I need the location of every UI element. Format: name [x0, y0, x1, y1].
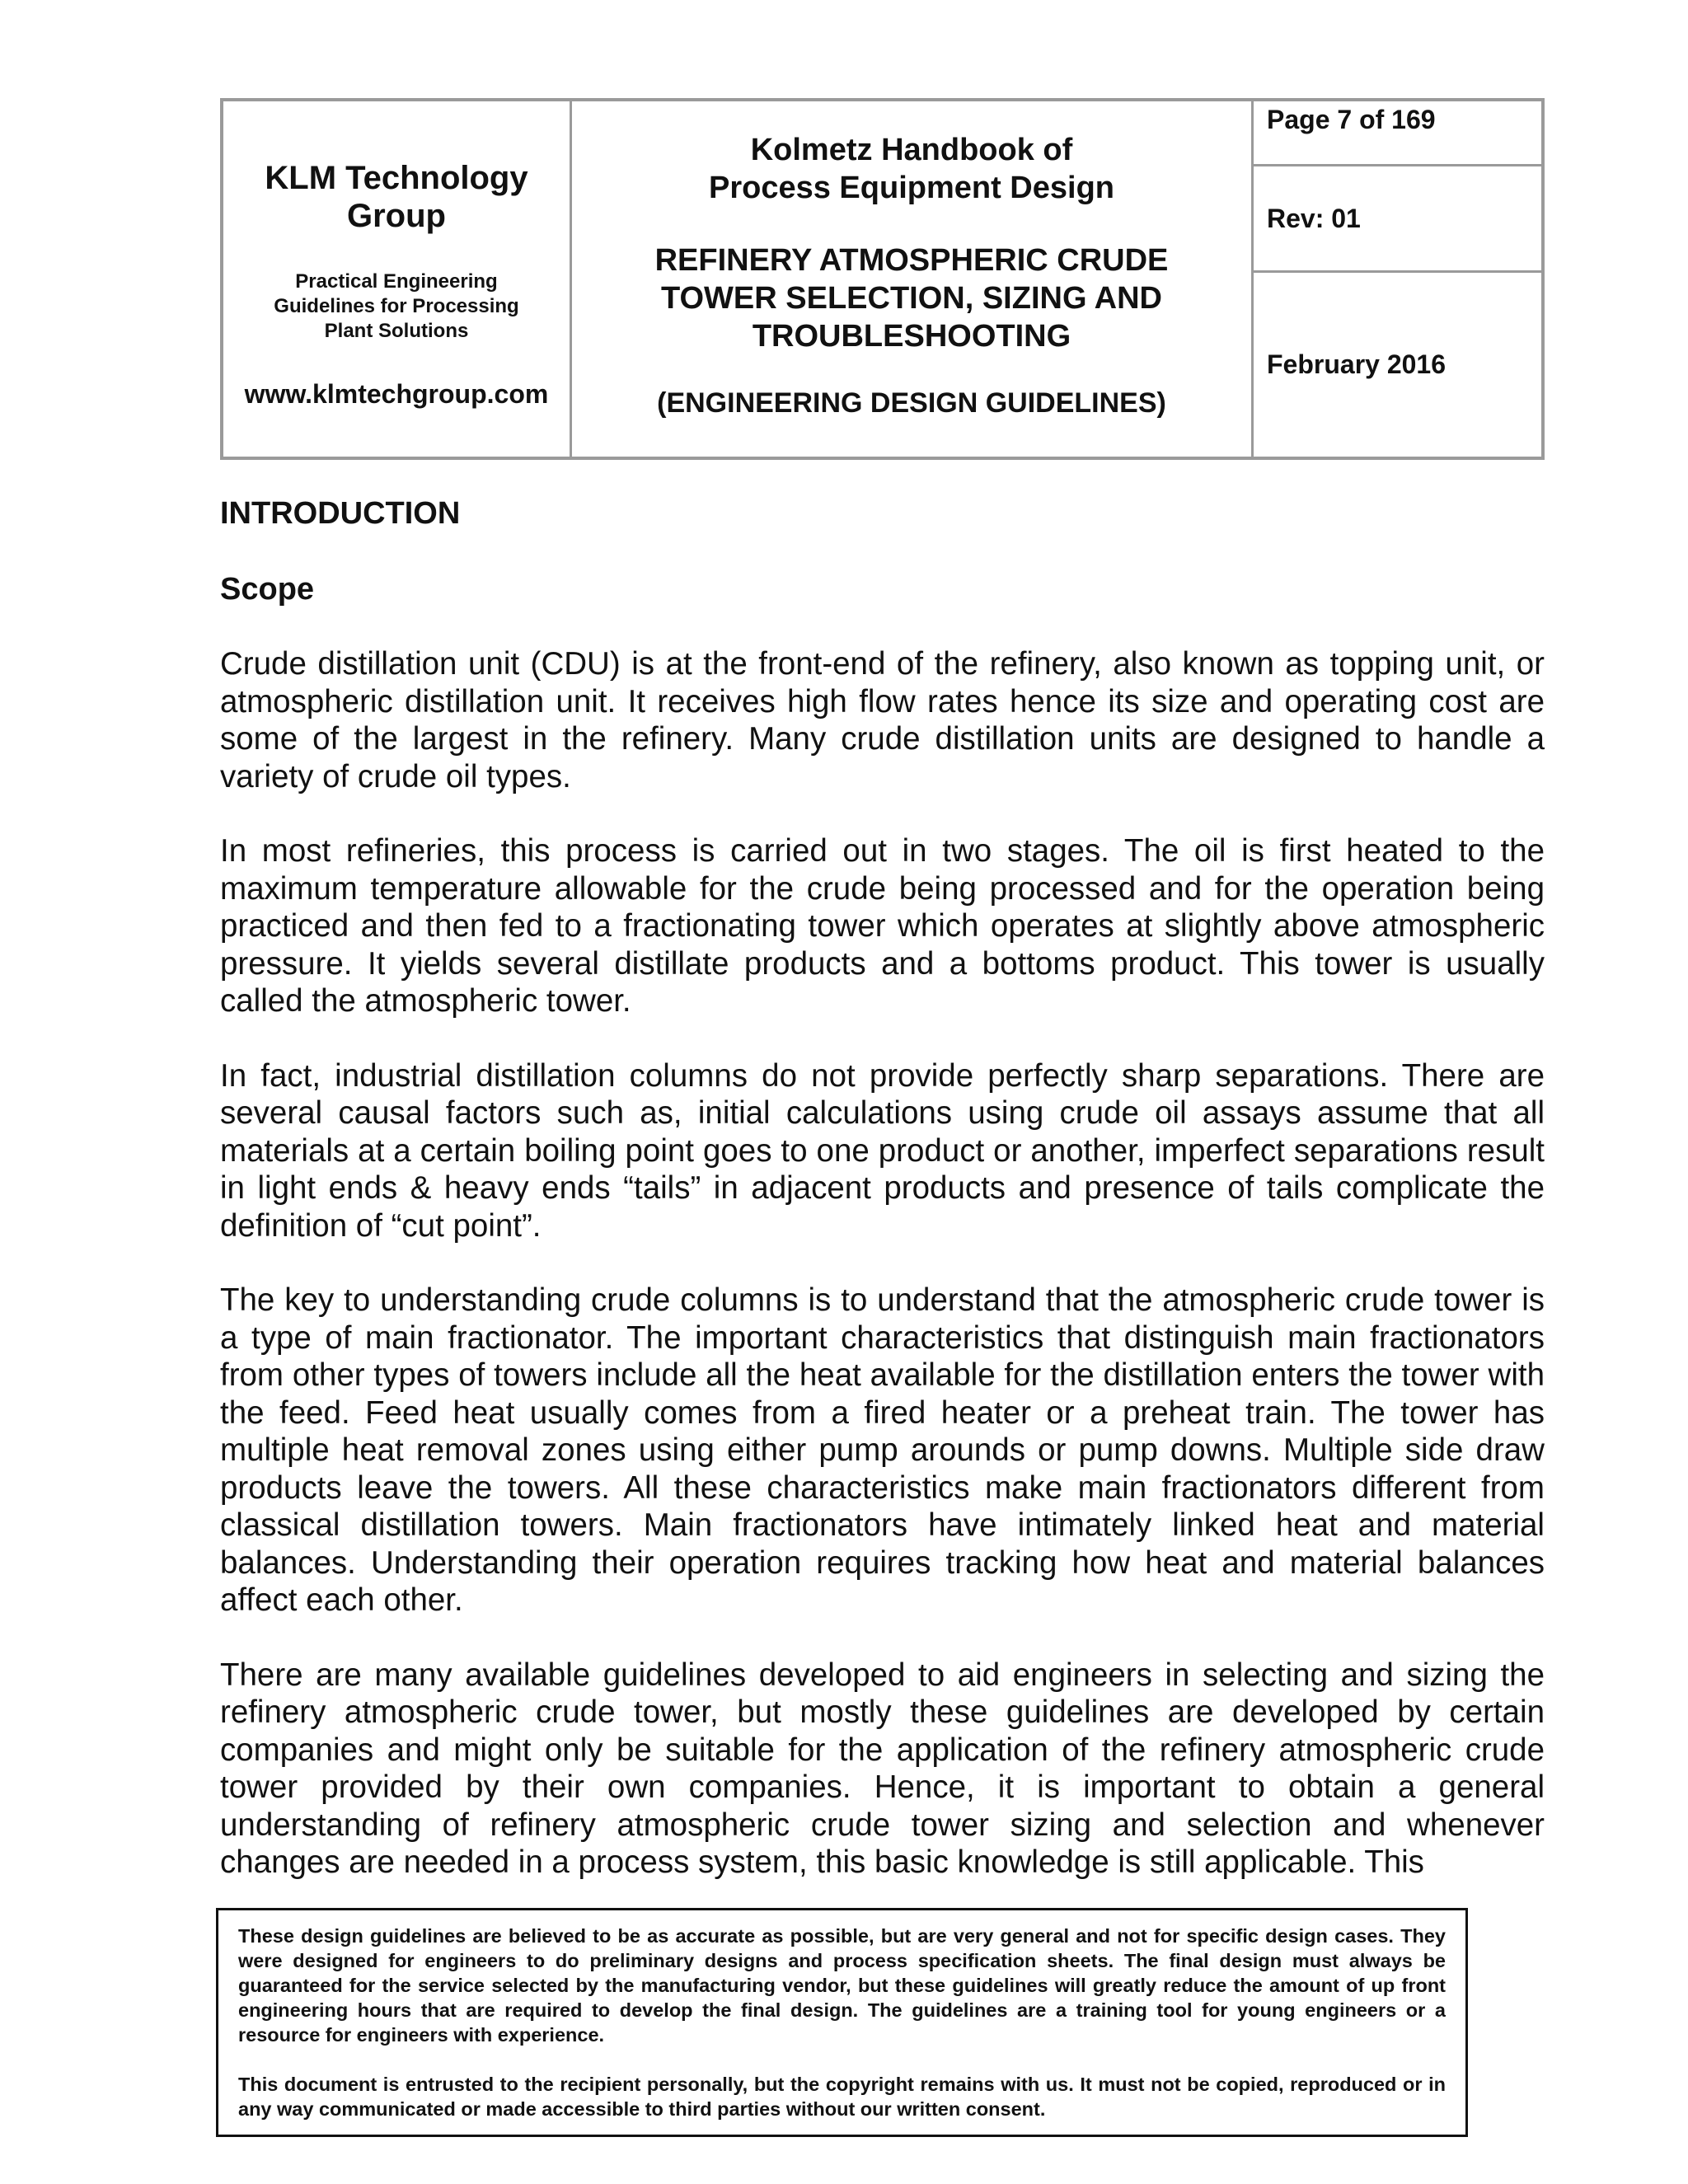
revision-text: Rev: 01	[1267, 203, 1361, 233]
body-paragraph: In fact, industrial distillation columns do not provide perfectly sharp separations. There are several causal factors such as, initial calculations using crude oil assays assume that all materials at a certain boiling point goes to one product or another, imperfect separations result in light ends & heavy ends “tails” in adjacent products and presence of tails complicate the definition of “cut point”.	[220, 1057, 1545, 1244]
section-heading: INTRODUCTION	[220, 496, 461, 531]
copyright-text: This document is entrusted to the recipient personally, but the copyright remains with us. It must not be copied, reproduced or in any way communicated or made accessible to third parties without our written consent.	[238, 2074, 1446, 2120]
document-title-line: REFINERY ATMOSPHERIC CRUDE	[654, 243, 1169, 278]
document-header	[220, 98, 1545, 460]
document-meta	[1254, 101, 1541, 457]
document-title-line: TOWER SELECTION, SIZING AND	[660, 281, 1162, 316]
company-name	[265, 159, 528, 235]
document-title	[655, 241, 1169, 355]
document-body	[220, 494, 1545, 1882]
company-tagline	[274, 269, 518, 344]
publication-date-text: February 2016	[1267, 349, 1447, 379]
company-name-line: KLM Technology	[265, 160, 528, 196]
body-paragraph: In most refineries, this process is carried out in two stages. The oil is first heated to the maximum temperature allowable for the crude being processed and for the operation being practiced and then fed to a fractionating tower which operates at slightly above atmospheric pressure. It yields several distillate products and a bottoms product. This tower is usually called the atmospheric tower.	[220, 833, 1545, 1019]
company-name-line: Group	[347, 198, 446, 234]
revision	[1254, 166, 1541, 273]
document-subtitle: (ENGINEERING DESIGN GUIDELINES)	[657, 387, 1166, 419]
tagline-line: Plant Solutions	[324, 320, 469, 342]
body-paragraph: The key to understanding crude columns is to understand that the atmospheric crude tower is a type of main fractionator. The important characteristics that distinguish main fractionators from other types of towers include all the heat available for the distillation enters the tower with the feed. Feed heat usually comes from a fired heater or a preheat train. The tower has multiple heat removal zones using either pump arounds or pump downs. Multiple side draw products leave the towers. All these characteristics make main fractionators different from classical distillation towers. Main fractionators have intimately linked heat and material balances. Understanding their operation requires tracking how heat and material balances affect each other.	[220, 1282, 1545, 1618]
page-number: Page 7 of 169	[1254, 101, 1541, 166]
company-block	[223, 101, 572, 457]
disclaimer-text: These design guidelines are believed to be as accurate as possible, but are very general and not for specific design cases. They were designed for engineers to do preliminary designs and process specification sheets. The final design must always be guaranteed for the service selected by the manufacturing vendor, but these guidelines will greatly reduce the amount of up front engineering hours that are required to develop the final design. The guidelines are a training tool for young engineers or a resource for engineers with experience.	[238, 1925, 1446, 2046]
company-website: www.klmtechgroup.com	[244, 379, 549, 409]
tagline-line: Practical Engineering	[295, 270, 498, 293]
tagline-line: Guidelines for Processing	[274, 295, 519, 317]
disclaimer-box	[216, 1908, 1468, 2137]
body-paragraph: There are many available guidelines developed to aid engineers in selecting and sizing the refinery atmospheric crude tower, but mostly these guidelines are developed by certain companies and might only be suitable for the application of the refinery atmospheric crude tower provided by their own companies. Hence, it is important to obtain a general understanding of refinery atmospheric crude tower sizing and selection and whenever changes are needed in a process system, this basic knowledge is still applicable. This	[220, 1657, 1545, 1880]
handbook-title	[709, 131, 1114, 207]
handbook-title-line: Kolmetz Handbook of	[750, 133, 1073, 167]
document-title-line: TROUBLESHOOTING	[752, 319, 1071, 354]
body-paragraph: Crude distillation unit (CDU) is at the front-end of the refinery, also known as topping unit, or atmospheric distillation unit. It receives high flow rates hence its size and operating cost are some of the largest in the refinery. Many crude distillation units are designed to handle a variety of crude oil types.	[220, 646, 1545, 794]
publication-date	[1254, 273, 1541, 457]
handbook-title-line: Process Equipment Design	[708, 171, 1114, 205]
title-block	[572, 101, 1254, 457]
subsection-heading: Scope	[220, 572, 315, 607]
